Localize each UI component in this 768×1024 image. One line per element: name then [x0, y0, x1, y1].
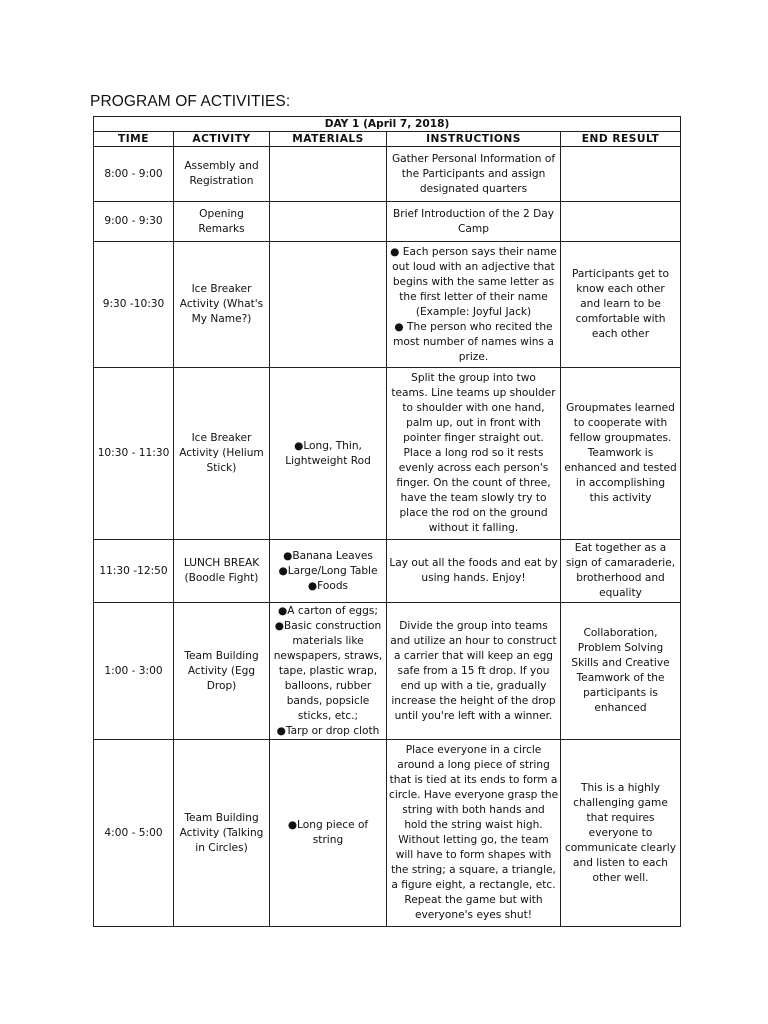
instructions-cell	[387, 242, 561, 368]
instructions-line: safe from a 15 ft drop. If you	[397, 664, 550, 677]
instructions-line: hold the string waist high.	[404, 819, 543, 831]
materials-line: newspapers, straws,	[273, 649, 383, 662]
instructions-line: teams. Line teams up shoulder	[391, 387, 556, 399]
activity-line: Stick)	[206, 462, 237, 474]
activity-line: (Boodle Fight)	[184, 572, 259, 584]
end-result-line: other well.	[592, 871, 649, 884]
materials-cell	[270, 740, 387, 927]
end-result-cell	[561, 540, 681, 603]
instructions-line: and utilize an hour to construct	[390, 634, 557, 647]
end-result-line: fellow groupmates.	[569, 432, 672, 444]
end-result-cell	[561, 740, 681, 927]
activity-line: Registration	[189, 175, 254, 187]
end-result-cell	[561, 202, 681, 242]
materials-line: tape, plastic wrap,	[278, 664, 378, 677]
end-result-line: Teamwork is	[587, 447, 654, 459]
time-cell: 4:00 - 5:00	[94, 740, 174, 927]
activity-cell	[174, 603, 270, 740]
end-result-line: brotherhood and	[576, 572, 665, 584]
end-result-line: Teamwork of the	[576, 672, 665, 684]
column-header-time: TIME	[94, 132, 174, 147]
time-cell: 10:30 - 11:30	[94, 368, 174, 540]
end-result-line: Problem Solving	[577, 642, 664, 654]
activity-line: Ice Breaker	[191, 432, 252, 444]
end-result-line: Participants get to	[572, 268, 669, 280]
activity-line: Opening	[199, 207, 244, 220]
materials-line: materials like	[292, 634, 364, 647]
materials-cell	[270, 147, 387, 202]
table-row	[94, 242, 681, 368]
table-row	[94, 368, 681, 540]
materials-line: ●Basic construction	[274, 619, 382, 632]
activity-line: Team Building	[184, 811, 259, 824]
end-result-line: in accomplishing	[575, 477, 666, 489]
time-cell: 1:00 - 3:00	[94, 603, 174, 740]
end-result-line: enhanced and tested	[564, 462, 677, 474]
instructions-line: begins with the same letter as	[392, 275, 555, 288]
end-result-cell	[561, 242, 681, 368]
instructions-line: Place everyone in a circle	[405, 744, 542, 756]
activity-line: Activity (What's	[179, 298, 264, 310]
instructions-line: prize.	[458, 350, 489, 363]
instructions-line: Repeat the game but with	[404, 894, 543, 906]
end-result-line: Skills and Creative	[571, 657, 670, 669]
activity-cell	[174, 368, 270, 540]
instructions-line: have the team slowly try to	[400, 492, 547, 504]
table-row	[94, 202, 681, 242]
day-heading-row	[94, 117, 681, 132]
instructions-line: will have to form shapes with	[395, 849, 552, 861]
end-result-line: to cooperate with	[573, 417, 668, 429]
activity-line: Assembly and	[184, 160, 259, 172]
instructions-line: the Participants and assign	[401, 167, 546, 180]
activity-line: Activity (Talking	[179, 826, 264, 839]
end-result-line: Collaboration,	[583, 627, 658, 639]
activity-line: My Name?)	[191, 313, 252, 325]
materials-line: balloons, rubber	[284, 679, 372, 692]
end-result-cell	[561, 603, 681, 740]
instructions-line: ● Each person says their name	[390, 245, 557, 258]
materials-line: ●Large/Long Table	[278, 564, 378, 577]
end-result-line: this activity	[589, 492, 652, 504]
materials-line: ●Long, Thin,	[294, 439, 362, 452]
end-result-line: everyone to	[588, 826, 653, 839]
end-result-line: that requires	[586, 811, 655, 824]
end-result-line: This is a highly	[580, 781, 660, 794]
table-row	[94, 540, 681, 603]
end-result-line: communicate clearly	[564, 841, 677, 854]
materials-cell	[270, 368, 387, 540]
materials-line: bands, popsicle	[286, 694, 370, 707]
instructions-line: a figure eight, a rectangle, etc.	[391, 879, 556, 891]
end-result-line: enhanced	[594, 702, 647, 714]
activity-cell	[174, 202, 270, 242]
instructions-line: until you're left with a winner.	[394, 709, 553, 722]
instructions-line: (Example: Joyful Jack)	[415, 305, 532, 318]
instructions-line: the first letter of their name	[399, 290, 548, 303]
instructions-line: Without letting go, the team	[398, 834, 549, 846]
table-row	[94, 147, 681, 202]
materials-line: ●A carton of eggs;	[278, 604, 378, 617]
instructions-line: most number of names wins a	[393, 335, 554, 348]
time-cell: 9:30 -10:30	[94, 242, 174, 368]
instructions-line: finger. On the count of three,	[396, 477, 551, 489]
column-header-instructions: INSTRUCTIONS	[387, 132, 561, 147]
instructions-cell	[387, 603, 561, 740]
end-result-line: Eat together as a	[574, 542, 667, 554]
materials-line: sticks, etc.;	[297, 709, 359, 722]
end-result-line: participants is	[583, 687, 658, 699]
program-table	[93, 116, 681, 927]
instructions-line: palm up, out in front with	[406, 417, 541, 429]
instructions-line: out loud with an adjective that	[392, 260, 555, 273]
instructions-line: designated quarters	[419, 182, 528, 195]
end-result-line: and listen to each	[572, 856, 668, 869]
activity-line: Team Building	[184, 649, 259, 662]
activity-line: in Circles)	[195, 841, 248, 854]
instructions-cell	[387, 540, 561, 603]
instructions-line: ● The person who recited the	[394, 320, 553, 333]
instructions-line: Split the group into two	[411, 372, 536, 384]
instructions-line: Lay out all the foods and eat by	[389, 557, 558, 569]
page-title: PROGRAM OF ACTIVITIES:	[90, 93, 291, 110]
materials-line: ●Long piece of	[287, 819, 369, 831]
activity-line: Ice Breaker	[191, 283, 252, 295]
instructions-line: Brief Introduction of the 2 Day	[392, 207, 555, 220]
instructions-cell	[387, 202, 561, 242]
table-row	[94, 740, 681, 927]
instructions-line: Gather Personal Information of	[391, 152, 556, 165]
instructions-line: circle. Have everyone grasp the	[389, 789, 559, 801]
end-result-line: and learn to be	[580, 298, 661, 310]
activity-line: Remarks	[198, 222, 245, 235]
activity-cell	[174, 147, 270, 202]
activity-cell	[174, 540, 270, 603]
instructions-line: string with both hands and	[402, 804, 545, 816]
instructions-line: around a long piece of string	[397, 759, 550, 771]
instructions-line: that is tied at its ends to form a	[389, 774, 558, 786]
instructions-line: without it falling.	[428, 522, 519, 534]
materials-cell	[270, 603, 387, 740]
instructions-line: place the rod on the ground	[399, 507, 548, 519]
program-table-body	[94, 147, 681, 927]
instructions-line: everyone's eyes shut!	[415, 909, 532, 921]
instructions-line: end up with a tie, gradually	[400, 679, 547, 692]
instructions-line: evenly across each person's	[398, 462, 549, 474]
materials-line: ●Banana Leaves	[283, 549, 373, 562]
activity-cell	[174, 740, 270, 927]
activity-line: Activity (Helium	[179, 447, 264, 459]
end-result-line: know each other	[576, 283, 665, 295]
column-header-row	[94, 132, 681, 147]
end-result-line: comfortable with	[575, 313, 666, 325]
column-header-materials: MATERIALS	[270, 132, 387, 147]
end-result-line: each other	[591, 328, 650, 340]
materials-line: string	[312, 834, 344, 846]
materials-line: ●Foods	[307, 579, 349, 592]
end-result-cell	[561, 147, 681, 202]
column-header-end-result: END RESULT	[561, 132, 681, 147]
materials-cell	[270, 540, 387, 603]
instructions-line: a carrier that will keep an egg	[393, 649, 554, 662]
instructions-line: Camp	[458, 222, 489, 235]
instructions-cell	[387, 147, 561, 202]
materials-cell	[270, 202, 387, 242]
activity-line: Activity (Egg	[187, 664, 256, 677]
time-cell: 9:00 - 9:30	[94, 202, 174, 242]
table-row	[94, 603, 681, 740]
materials-cell	[270, 242, 387, 368]
instructions-line: to shoulder with one hand,	[402, 402, 545, 414]
instructions-line: Place a long rod so it rests	[403, 447, 544, 459]
instructions-line: the string; a square, a triangle,	[391, 864, 556, 876]
time-cell: 11:30 -12:50	[94, 540, 174, 603]
instructions-line: increase the height of the drop	[391, 694, 556, 707]
column-header-activity: ACTIVITY	[174, 132, 270, 147]
instructions-line: pointer finger straight out.	[403, 432, 544, 444]
end-result-cell	[561, 368, 681, 540]
activity-cell	[174, 242, 270, 368]
end-result-line: Groupmates learned	[566, 402, 675, 414]
day-heading: DAY 1 (April 7, 2018)	[94, 117, 681, 132]
materials-line: Lightweight Rod	[285, 454, 371, 467]
end-result-line: challenging game	[573, 796, 668, 809]
instructions-line: using hands. Enjoy!	[421, 572, 526, 584]
instructions-line: Divide the group into teams	[399, 619, 548, 632]
instructions-cell	[387, 740, 561, 927]
activity-line: Drop)	[206, 679, 237, 692]
activity-line: LUNCH BREAK	[183, 557, 260, 569]
materials-line: ●Tarp or drop cloth	[276, 724, 380, 737]
end-result-line: sign of camaraderie,	[565, 557, 676, 569]
end-result-line: equality	[599, 587, 642, 599]
time-cell: 8:00 - 9:00	[94, 147, 174, 202]
instructions-cell	[387, 368, 561, 540]
